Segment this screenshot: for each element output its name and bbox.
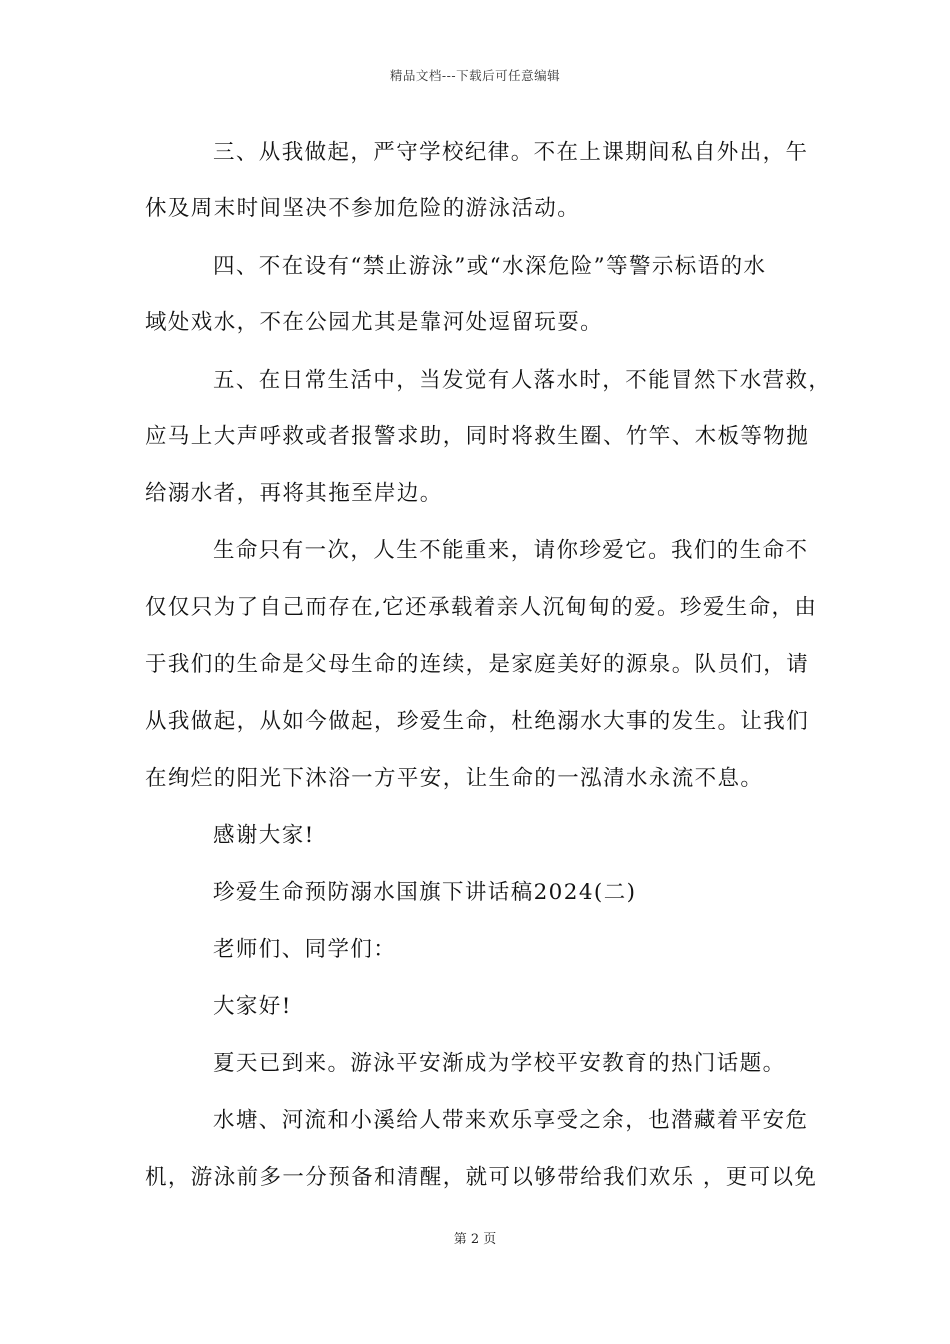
text-line: 感谢大家! — [213, 823, 315, 848]
text-line: 给溺水者，再将其拖至岸边。 — [145, 481, 443, 506]
text-line: 休及周末时间坚决不参加危险的游泳活动。 — [145, 196, 581, 221]
text-line: 域处戏水，不在公园尤其是靠河处逗留玩耍。 — [145, 310, 604, 335]
text-line: 于我们的生命是父母生命的连续，是家庭美好的源泉。队员们，请 — [145, 652, 810, 677]
text-line: 从我做起，从如今做起，珍爱生命，杜绝溺水大事的发生。让我们 — [145, 709, 810, 734]
text-line: 仅仅只为了自己而存在,它还承载着亲人沉甸甸的爱。珍爱生命，由 — [145, 595, 818, 620]
text-line: 五、在日常生活中，当发觉有人落水时，不能冒然下水营救， — [213, 368, 832, 393]
text-line: 水塘、河流和小溪给人带来欢乐享受之余，也潜藏着平安危 — [213, 1108, 809, 1133]
text-line: 四、不在设有“禁止游泳”或“水深危险”等警示标语的水 — [213, 254, 767, 279]
text-line: 机，游泳前多一分预备和清醒，就可以够带给我们欢乐 ，更可以免 — [145, 1165, 818, 1190]
page-number: 第 2 页 — [453, 1232, 497, 1247]
text-line: 应马上大声呼救或者报警求助，同时将救生圈、竹竿、木板等物抛 — [145, 424, 810, 449]
page-header: 精品文档---下载后可任意编辑 — [389, 68, 561, 83]
text-line: 大家好! — [213, 994, 292, 1019]
section-title: 珍爱生命预防溺水国旗下讲话稿2024(二) — [213, 880, 637, 905]
text-line: 三、从我做起，严守学校纪律。不在上课期间私自外出，午 — [213, 140, 809, 165]
text-line: 在绚烂的阳光下沐浴一方平安，让生命的一泓清水永流不息。 — [145, 766, 764, 791]
text-line: 生命只有一次，人生不能重来，请你珍爱它。我们的生命不 — [213, 538, 809, 563]
text-line: 夏天已到来。游泳平安渐成为学校平安教育的热门话题。 — [213, 1051, 786, 1076]
text-line: 老师们、同学们： — [213, 937, 397, 962]
